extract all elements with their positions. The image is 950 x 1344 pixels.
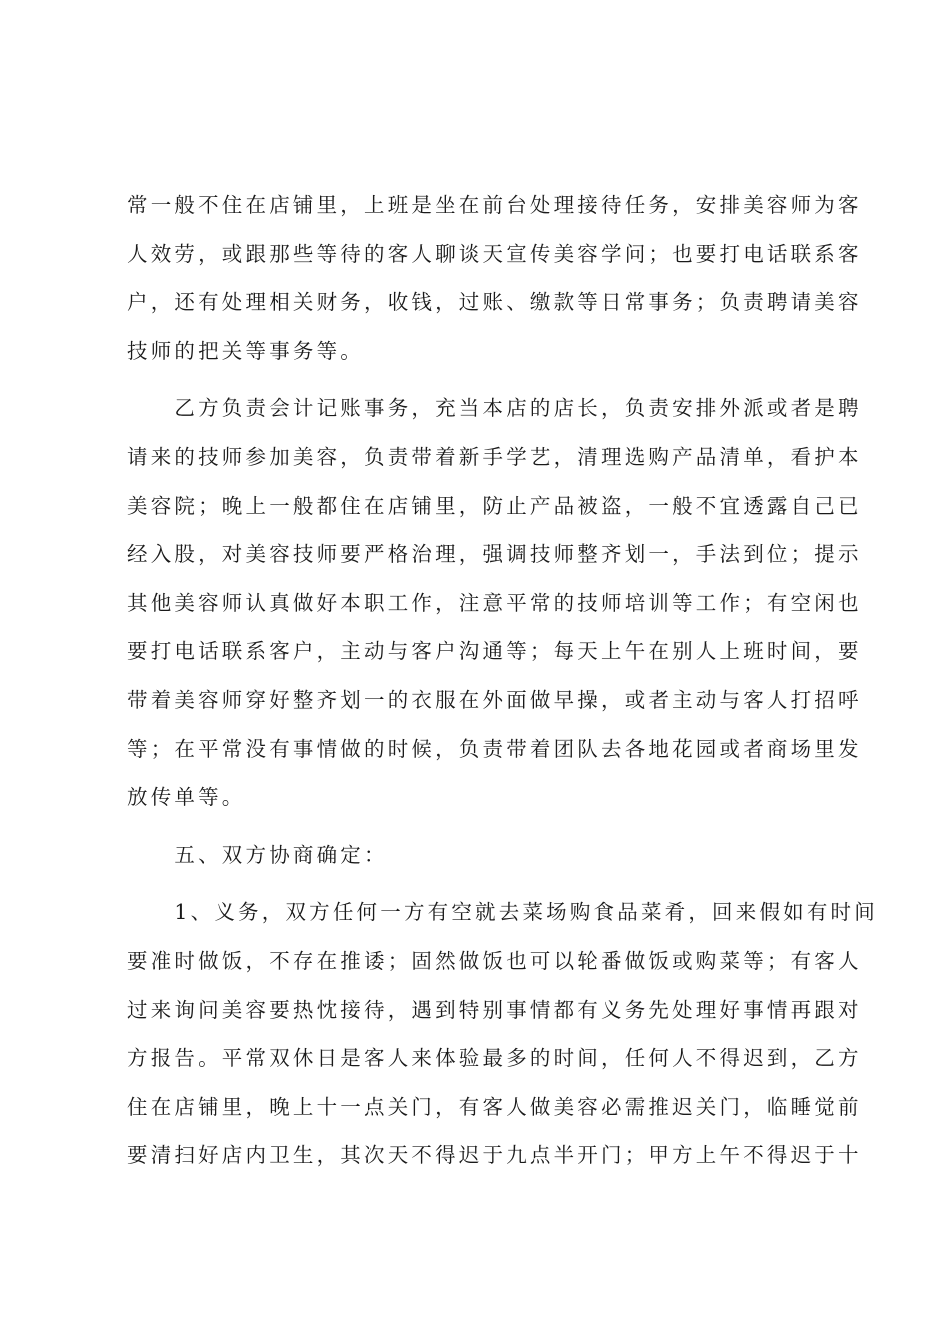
text-line: 要清扫好店内卫生，其次天不得迟于九点半开门；甲方上午不得迟于十 [127,1143,862,1168]
paragraph-obligations [127,888,878,1180]
paragraph-front-desk-duties [127,181,862,375]
text-line: 放传单等。 [127,785,246,810]
text-line: 常一般不住在店铺里，上班是坐在前台处理接待任务，安排美容师为客 [127,193,862,217]
document-body [127,181,878,1189]
text-line: 过来询问美容要热忱接待，遇到特别事情都有义务先处理好事情再跟对 [127,997,862,1022]
text-line: 其他美容师认真做好本职工作，注意平常的技师培训等工作；有空闲也 [127,590,862,615]
text-line: 等；在平常没有事情做的时候，负责带着团队去各地花园或者商场里发 [127,736,862,761]
text-line: 经入股，对美容技师要严格治理，强调技师整齐划一，手法到位；提示 [127,542,862,567]
text-line: 请来的技师参加美容，负责带着新手学艺，清理选购产品清单，看护本 [127,444,862,469]
text-line: 要打电话联系客户，主动与客户沟通等；每天上午在别人上班时间，要 [127,639,862,664]
section-heading-agreement [127,831,832,880]
text-line: 户，还有处理相关财务，收钱，过账、缴款等日常事务；负责聘请美容 [127,290,862,315]
text-line: 美容院；晚上一般都住在店铺里，防止产品被盗，一般不宜透露自己已 [127,493,862,518]
paragraph-party-b-duties [127,384,862,821]
text-line: 方报告。平常双休日是客人来体验最多的时间，任何人不得迟到，乙方 [127,1046,862,1071]
text-line: 带着美容师穿好整齐划一的衣服在外面做早操，或者主动与客人打招呼 [127,687,862,712]
text-line: 人效劳，或跟那些等待的客人聊谈天宣传美容学问；也要打电话联系客 [127,241,862,266]
text-line: 乙方负责会计记账事务，充当本店的店长，负责安排外派或者是聘 [127,396,862,421]
text-line: 1、义务，双方任何一方有空就去菜场购食品菜肴，回来假如有时间 [127,900,878,925]
text-line: 住在店铺里，晚上十一点关门，有客人做美容必需推迟关门，临睡觉前 [127,1094,862,1119]
text-line: 技师的把关等事务等。 [127,338,364,363]
section-heading: 五、双方协商确定： [127,842,388,867]
text-line: 要准时做饭，不存在推诿；固然做饭也可以轮番做饭或购菜等；有客人 [127,948,862,973]
